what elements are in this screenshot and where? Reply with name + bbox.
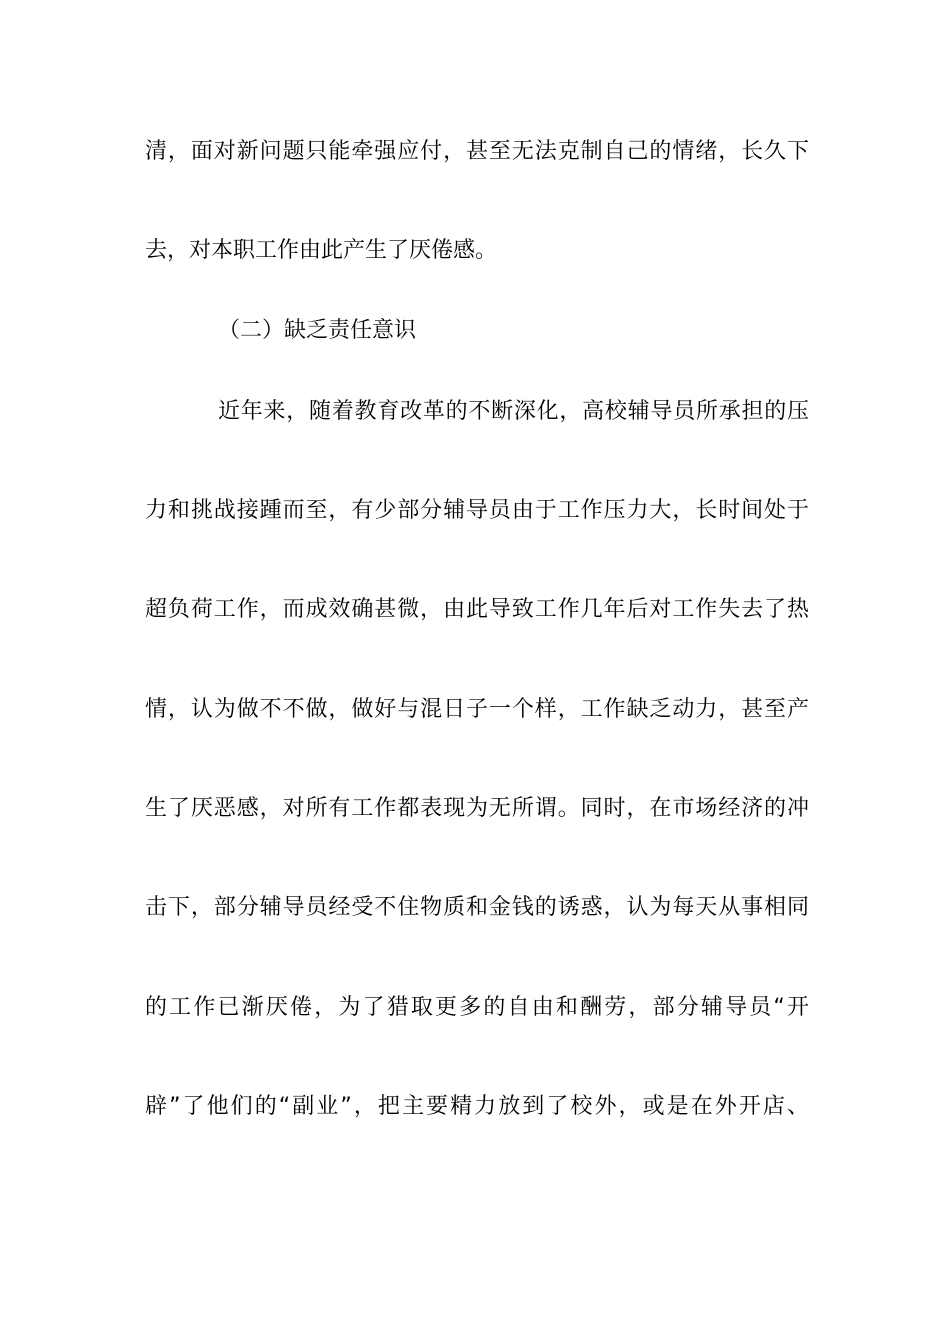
paragraph-line: 清，面对新问题只能牵强应付，甚至无法克制自己的情绪，长久下 [145,139,809,164]
paragraph-line: 力和挑战接踵而至，有少部分辅导员由于工作压力大，长时间处于 [145,498,809,523]
paragraph-line: 去，对本职工作由此产生了厌倦感。 [145,238,498,263]
paragraph-line: 生了厌恶感，对所有工作都表现为无所谓。同时，在市场经济的冲 [145,796,809,821]
paragraph-line: 击下，部分辅导员经受不住物质和金钱的诱惑，认为每天从事相同 [145,895,809,920]
paragraph-line: 的工作已渐厌倦，为了猎取更多的自由和酬劳，部分辅导员“开 [145,995,809,1020]
paragraph-line: 情，认为做不不做，做好与混日子一个样，工作缺乏动力，甚至产 [145,697,809,722]
paragraph-line: 辟”了他们的“副业”，把主要精力放到了校外，或是在外开店、 [145,1094,809,1119]
paragraph-line: 近年来，随着教育改革的不断深化，高校辅导员所承担的压 [218,399,809,424]
section-heading: （二）缺乏责任意识 [218,318,417,343]
paragraph-line: 超负荷工作，而成效确甚微，由此导致工作几年后对工作失去了热 [145,597,809,622]
